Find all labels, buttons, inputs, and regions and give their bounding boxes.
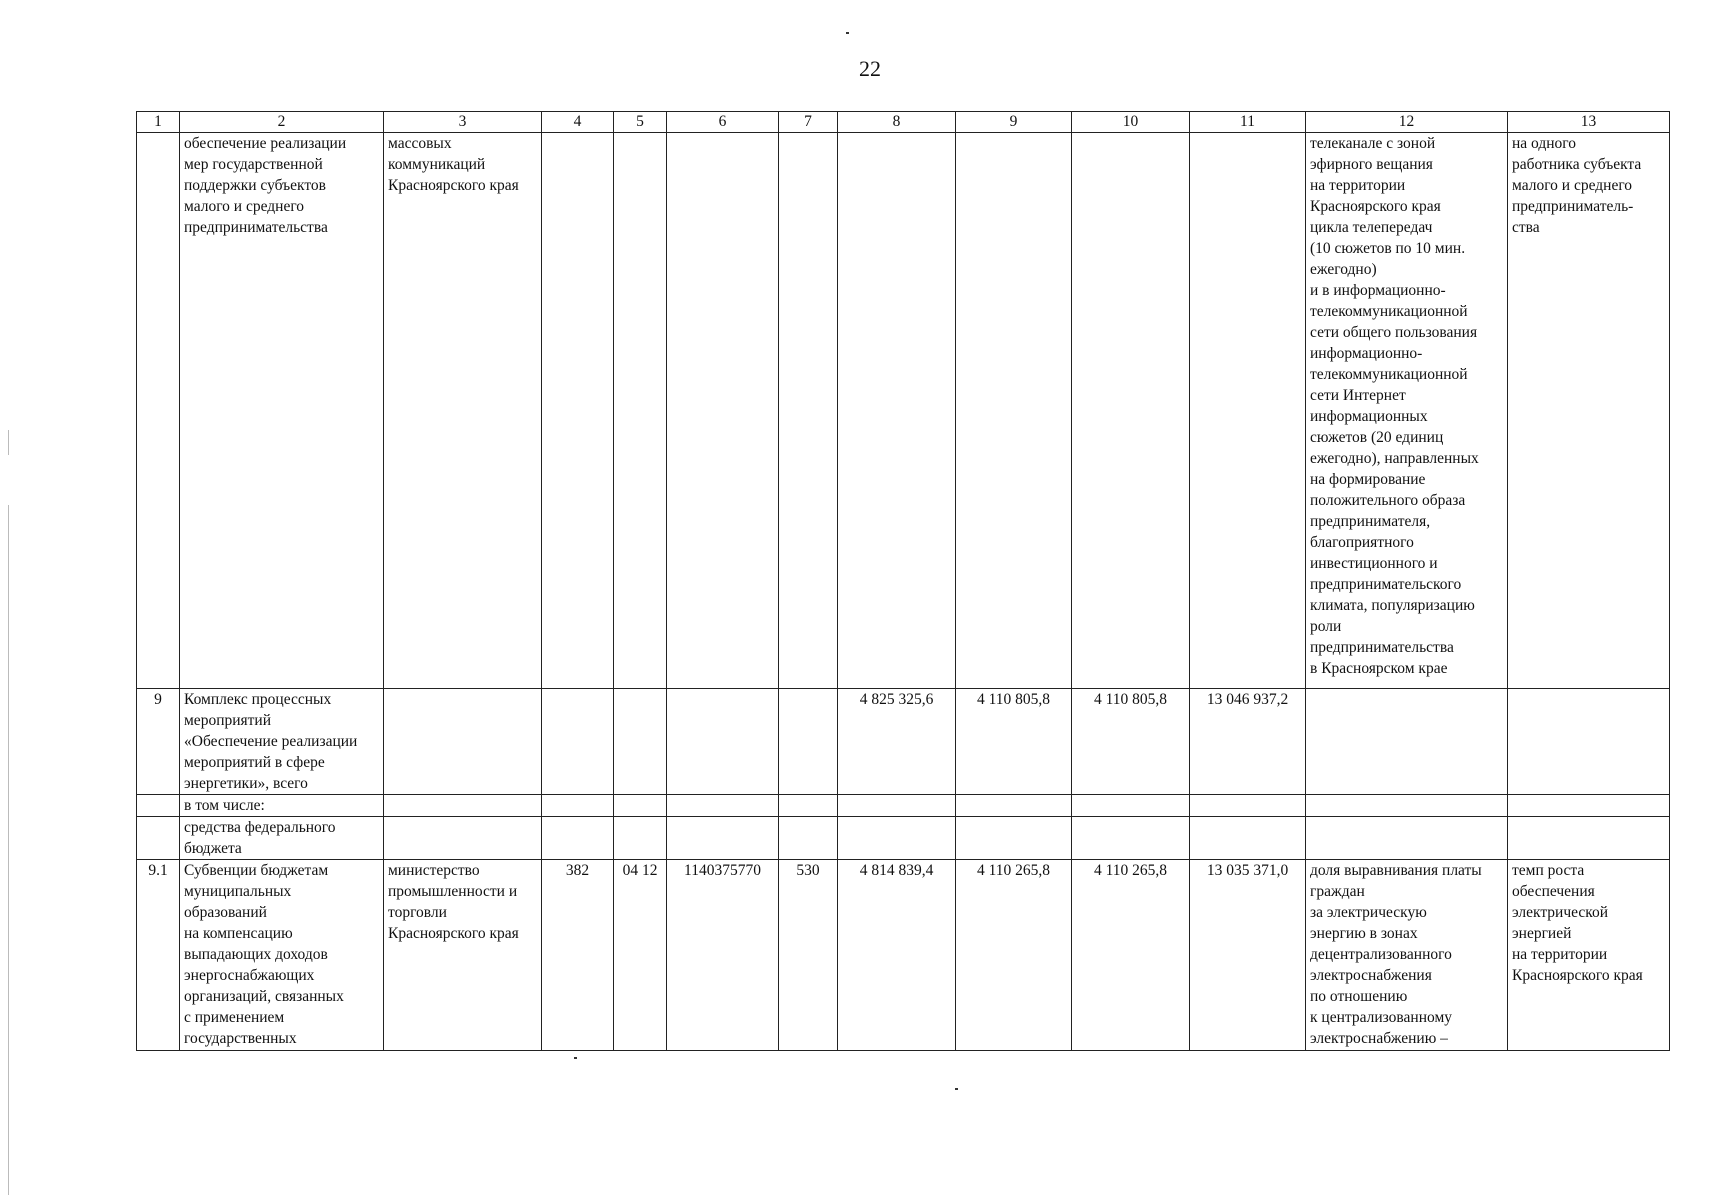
cell-empty	[779, 689, 838, 795]
executor-text: массовых коммуникаций Красноярского края	[388, 135, 519, 194]
cell-empty	[779, 133, 838, 689]
table-row-continued	[137, 133, 1670, 689]
column-header: 5	[614, 112, 667, 133]
cell-empty	[542, 795, 614, 817]
cell-empty	[614, 133, 667, 689]
column-header: 4	[542, 112, 614, 133]
cell-empty	[1508, 689, 1670, 795]
measure-name-text: средства федерального бюджета	[184, 819, 336, 857]
cell-target-article: 1140375770	[667, 860, 779, 1051]
cell-indicator	[1306, 860, 1508, 1051]
cell-empty	[1306, 817, 1508, 860]
scan-edge	[8, 505, 9, 1195]
target-text: темп роста обеспечения электрической энергией на территории Красноярского края	[1512, 862, 1643, 984]
budget-table	[136, 111, 1670, 1051]
cell-grbs-code: 382	[542, 860, 614, 1051]
column-header: 2	[180, 112, 384, 133]
cell-amount-year3: 4 110 265,8	[1072, 860, 1190, 1051]
executor-text: министерство промышленности и торговли Красноярского края	[388, 862, 519, 942]
cell-empty	[1072, 817, 1190, 860]
cell-empty	[667, 133, 779, 689]
column-header: 10	[1072, 112, 1190, 133]
cell-empty	[542, 817, 614, 860]
column-header: 1	[137, 112, 180, 133]
table-row-9-1	[137, 860, 1670, 1051]
cell-amount-year2: 4 110 265,8	[956, 860, 1072, 1051]
scan-speck	[955, 1088, 958, 1090]
cell-amount-year3: 4 110 805,8	[1072, 689, 1190, 795]
cell-amount-total: 13 046 937,2	[1190, 689, 1306, 795]
cell-empty	[1190, 795, 1306, 817]
cell-executor	[384, 133, 542, 689]
cell-empty	[779, 795, 838, 817]
cell-empty	[838, 133, 956, 689]
cell-measure-name: в том числе:	[180, 795, 384, 817]
page-number: 22	[859, 56, 881, 81]
column-header: 9	[956, 112, 1072, 133]
cell-amount-year1: 4 814 839,4	[838, 860, 956, 1051]
cell-empty	[1306, 795, 1508, 817]
cell-empty	[137, 817, 180, 860]
cell-empty	[1508, 795, 1670, 817]
cell-empty	[956, 133, 1072, 689]
column-header: 8	[838, 112, 956, 133]
cell-empty	[1190, 817, 1306, 860]
cell-target	[1508, 860, 1670, 1051]
cell-empty	[384, 795, 542, 817]
cell-row-number: 9.1	[137, 860, 180, 1051]
cell-indicator	[1306, 133, 1508, 689]
cell-empty	[956, 795, 1072, 817]
cell-target	[1508, 133, 1670, 689]
cell-empty	[956, 817, 1072, 860]
column-header: 11	[1190, 112, 1306, 133]
cell-empty	[667, 817, 779, 860]
column-header: 7	[779, 112, 838, 133]
cell-empty	[384, 817, 542, 860]
cell-measure-name	[180, 689, 384, 795]
cell-executor	[384, 860, 542, 1051]
cell-empty	[137, 795, 180, 817]
scan-speck	[846, 32, 849, 34]
cell-empty	[667, 795, 779, 817]
measure-name-text: Субвенции бюджетам муниципальных образований на компенсацию выпадающих доходов энергоснабжающих организаций, связанных с применением государственных	[184, 862, 344, 1047]
cell-row-number	[137, 133, 180, 689]
indicator-text: телеканале с зоной эфирного вещания на территории Красноярского края цикла телепередач (10 сюжетов по 10 мин. ежегодно) и в информационно- телекоммуникационной сети общего пользования информационно- телекоммуникационной сети Интернет информационных сюжетов (20 единиц ежегодно), направленных на формирование положительного образа предпринимателя, благоприятного инвестиционного и предпринимательского климата, популяризацию роли предпринимательства в Красноярском крае	[1310, 135, 1479, 677]
measure-name-text: Комплекс процессных мероприятий «Обеспечение реализации мероприятий в сфере энергетики», всего	[184, 691, 358, 792]
column-header: 13	[1508, 112, 1670, 133]
column-header: 3	[384, 112, 542, 133]
cell-empty	[1190, 133, 1306, 689]
cell-empty	[667, 689, 779, 795]
cell-empty	[1072, 133, 1190, 689]
table-row-federal	[137, 817, 1670, 860]
header-row	[137, 112, 1670, 133]
cell-empty	[542, 689, 614, 795]
cell-amount-total: 13 035 371,0	[1190, 860, 1306, 1051]
cell-measure-name	[180, 817, 384, 860]
target-text: на одного работника субъекта малого и среднего предприниматель- ства	[1512, 135, 1642, 236]
cell-empty	[1306, 689, 1508, 795]
table-row-9	[137, 689, 1670, 795]
measure-name-text: обеспечение реализации мер государственной поддержки субъектов малого и среднего предпринимательства	[184, 135, 347, 236]
cell-amount-year2: 4 110 805,8	[956, 689, 1072, 795]
cell-expense-type: 530	[779, 860, 838, 1051]
cell-empty	[614, 689, 667, 795]
cell-empty	[614, 817, 667, 860]
cell-amount-year1: 4 825 325,6	[838, 689, 956, 795]
scan-edge	[8, 430, 9, 455]
cell-empty	[838, 817, 956, 860]
cell-empty	[614, 795, 667, 817]
cell-empty	[779, 817, 838, 860]
cell-empty	[1072, 795, 1190, 817]
cell-empty	[384, 689, 542, 795]
column-header: 6	[667, 112, 779, 133]
scan-speck	[574, 1057, 577, 1059]
column-header: 12	[1306, 112, 1508, 133]
cell-measure-name	[180, 133, 384, 689]
cell-row-number: 9	[137, 689, 180, 795]
cell-empty	[838, 795, 956, 817]
table-row-including	[137, 795, 1670, 817]
cell-section-code: 04 12	[614, 860, 667, 1051]
cell-measure-name	[180, 860, 384, 1051]
indicator-text: доля выравнивания платы граждан за электрическую энергию в зонах децентрализованного электроснабжения по отношению к централизованному электроснабжению –	[1310, 862, 1482, 1047]
cell-empty	[542, 133, 614, 689]
cell-empty	[1508, 817, 1670, 860]
